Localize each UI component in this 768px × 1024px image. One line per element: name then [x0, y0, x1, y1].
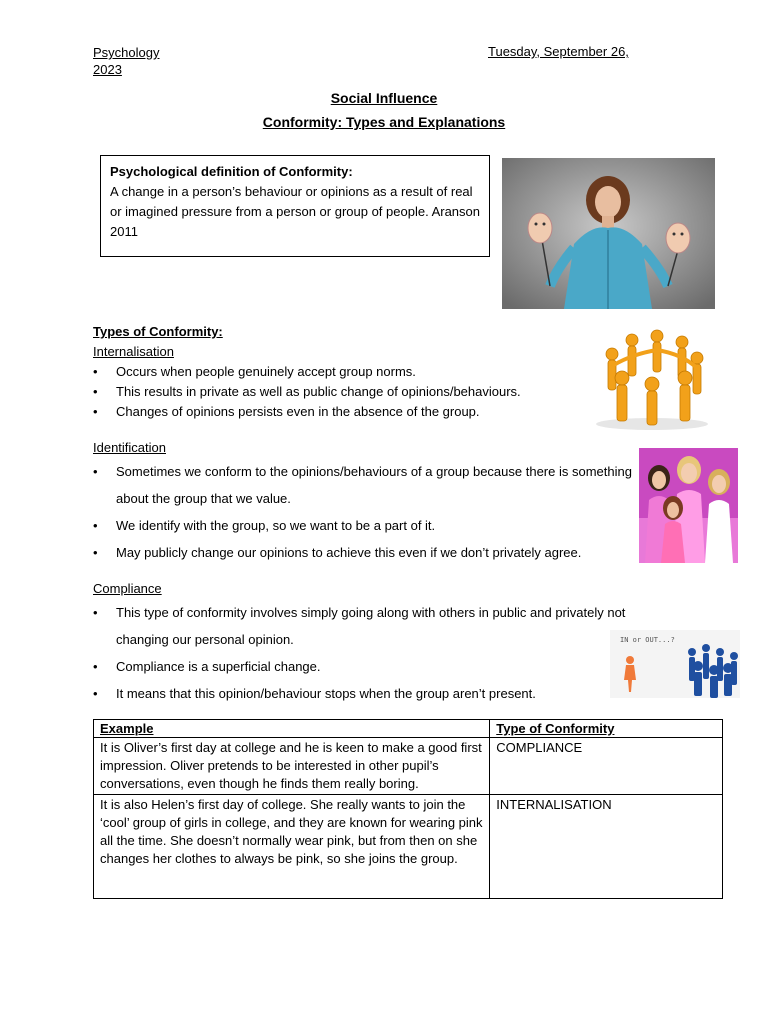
- in-or-out-image: [610, 630, 740, 698]
- column-header-example: Example: [94, 720, 490, 738]
- in-or-out-label: IN or OUT...?: [620, 636, 675, 644]
- subject-label: Psychology: [93, 45, 160, 60]
- list-item: • Changes of opinions persists even in the absence of the group.: [93, 402, 673, 422]
- list-item: • May publicly change our opinions to achieve this even if we don’t privately agree.: [93, 539, 696, 566]
- definition-box: [100, 155, 490, 257]
- list-item: • It means that this opinion/behaviour stops when the group aren’t present.: [93, 680, 663, 707]
- internalisation-list: [93, 362, 673, 422]
- table-row: [94, 795, 723, 899]
- definition-text: A change in a person’s behaviour or opinions as a result of real or imagined pressure from a person or group of people. Aranson 2011: [110, 184, 480, 239]
- girls-in-pink-image: [639, 448, 738, 563]
- definition-heading: Psychological definition of Conformity:: [110, 164, 353, 179]
- table-row: [94, 738, 723, 795]
- identification-section: [93, 438, 653, 566]
- list-item: • Compliance is a superficial change.: [93, 653, 663, 680]
- compliance-heading: Compliance: [93, 581, 162, 596]
- header-subject: [93, 44, 159, 78]
- example-cell: It is also Helen’s first day of college. She really wants to join the ‘cool’ group of girls in college, and they are known for wearing pink all the time. She doesn’t normally wear pink, but from then on she changes her clothes to always be pink, so she joins the group.: [94, 795, 490, 899]
- type-cell: COMPLIANCE: [490, 738, 723, 795]
- type-cell: INTERNALISATION: [490, 795, 723, 899]
- compliance-section: [93, 579, 663, 707]
- internalisation-heading: Internalisation: [93, 344, 174, 359]
- list-item: • Occurs when people genuinely accept group norms.: [93, 362, 673, 382]
- date-label: Tuesday, September 26,: [488, 44, 629, 59]
- list-item: • Sometimes we conform to the opinions/behaviours of a group because there is something about the group that we value.: [93, 458, 653, 512]
- types-section: [93, 322, 673, 422]
- list-item: • This type of conformity involves simply going along with others in public and privately not changing our personal opinion.: [93, 599, 663, 653]
- page-subtitle: Conformity: Types and Explanations: [262, 114, 506, 130]
- identification-heading: Identification: [93, 440, 166, 455]
- example-cell: It is Oliver’s first day at college and he is keen to make a good first impression. Oliver pretends to be interested in other pupil’s conversations, even though he finds them really boring.: [94, 738, 490, 795]
- identification-list: [93, 458, 653, 566]
- examples-table: [93, 719, 723, 899]
- year-label: 2023: [93, 62, 122, 77]
- column-header-type: Type of Conformity: [490, 720, 723, 738]
- circle-of-people-image: [587, 326, 717, 432]
- page-title: Social Influence: [330, 90, 438, 106]
- table-header-row: [94, 720, 723, 738]
- woman-with-masks-image: [502, 158, 715, 309]
- list-item: • This results in private as well as public change of opinions/behaviours.: [93, 382, 673, 402]
- types-heading: Types of Conformity:: [93, 324, 223, 339]
- list-item: • We identify with the group, so we want to be a part of it.: [93, 512, 653, 539]
- compliance-list: [93, 599, 663, 707]
